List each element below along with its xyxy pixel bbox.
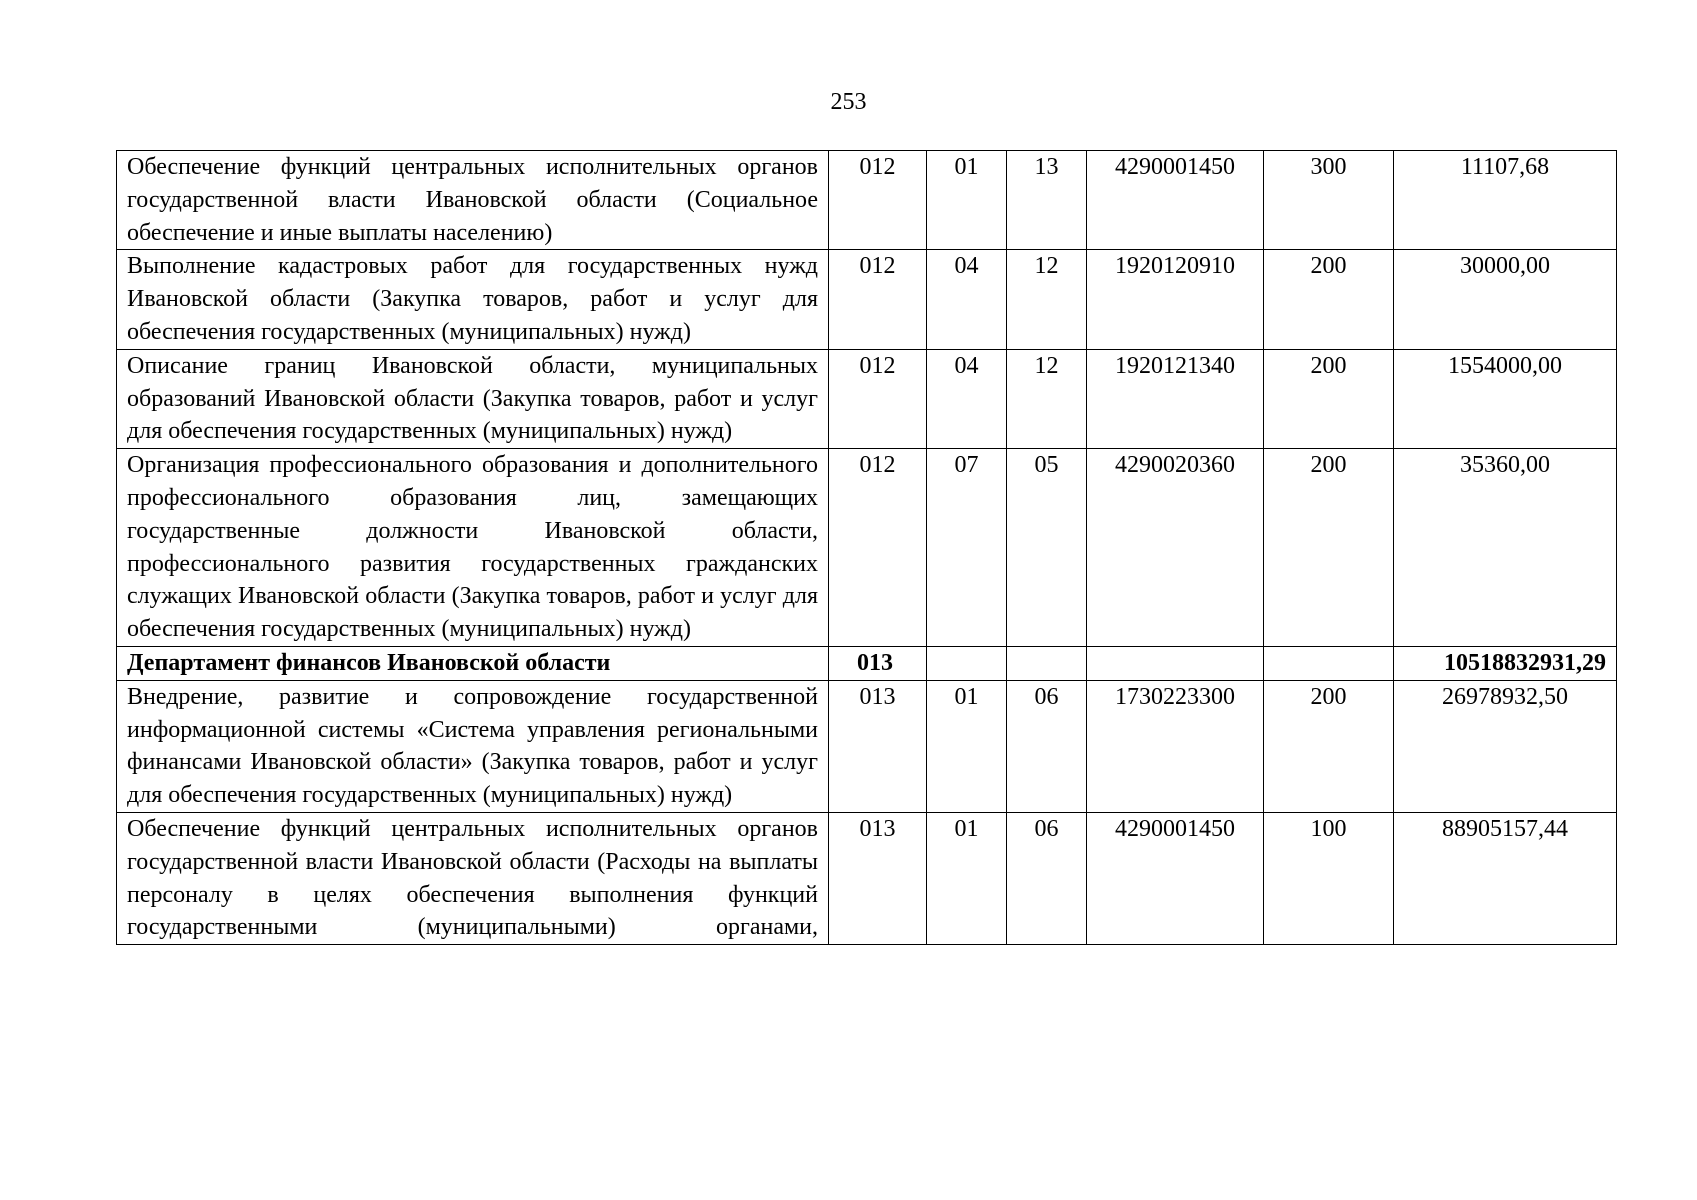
row-description: Организация профессионального образования и дополнительного профессионального образования лиц, замещающих государственные должности Ивановской области, профессионального развития государственных гражданских служащих Ивановской области (Закупка товаров, работ и услуг для обеспечения государственных (муниципальных) нужд) <box>117 449 829 647</box>
target-code: 1730223300 <box>1087 680 1264 812</box>
target-code <box>1087 646 1264 680</box>
table-row <box>117 812 1617 944</box>
target-code: 4290001450 <box>1087 812 1264 944</box>
row-description: Выполнение кадастровых работ для государственных нужд Ивановской области (Закупка товаров, работ и услуг для обеспечения государственных (муниципальных) нужд) <box>117 250 829 349</box>
section-code: 01 <box>927 812 1007 944</box>
table-row <box>117 349 1617 448</box>
expense-type-code: 200 <box>1264 680 1394 812</box>
ministry-code: 012 <box>829 151 927 250</box>
table-row <box>117 151 1617 250</box>
amount: 35360,00 <box>1394 449 1617 647</box>
section-code: 01 <box>927 680 1007 812</box>
amount: 30000,00 <box>1394 250 1617 349</box>
subsection-code <box>1007 646 1087 680</box>
section-code <box>927 646 1007 680</box>
ministry-code: 012 <box>829 250 927 349</box>
expense-type-code: 200 <box>1264 349 1394 448</box>
table-row <box>117 250 1617 349</box>
expense-type-code: 200 <box>1264 449 1394 647</box>
section-code: 01 <box>927 151 1007 250</box>
department-name: Департамент финансов Ивановской области <box>117 646 829 680</box>
row-description: Обеспечение функций центральных исполнительных органов государственной власти Ивановской области (Расходы на выплаты персоналу в целях обеспечения выполнения функций государственными (муниципальными) органами, <box>117 812 829 944</box>
department-header-row <box>117 646 1617 680</box>
section-code: 04 <box>927 349 1007 448</box>
target-code: 4290001450 <box>1087 151 1264 250</box>
subsection-code: 05 <box>1007 449 1087 647</box>
amount: 26978932,50 <box>1394 680 1617 812</box>
row-description: Обеспечение функций центральных исполнительных органов государственной власти Ивановской области (Социальное обеспечение и иные выплаты населению) <box>117 151 829 250</box>
amount: 88905157,44 <box>1394 812 1617 944</box>
subsection-code: 06 <box>1007 812 1087 944</box>
target-code: 1920120910 <box>1087 250 1264 349</box>
expense-type-code: 300 <box>1264 151 1394 250</box>
target-code: 4290020360 <box>1087 449 1264 647</box>
amount: 11107,68 <box>1394 151 1617 250</box>
section-code: 07 <box>927 449 1007 647</box>
amount: 10518832931,29 <box>1394 646 1617 680</box>
ministry-code: 012 <box>829 349 927 448</box>
expense-type-code: 100 <box>1264 812 1394 944</box>
expense-type-code <box>1264 646 1394 680</box>
table-row <box>117 680 1617 812</box>
subsection-code: 12 <box>1007 349 1087 448</box>
row-description: Описание границ Ивановской области, муниципальных образований Ивановской области (Закупка товаров, работ и услуг для обеспечения государственных (муниципальных) нужд) <box>117 349 829 448</box>
subsection-code: 12 <box>1007 250 1087 349</box>
target-code: 1920121340 <box>1087 349 1264 448</box>
subsection-code: 06 <box>1007 680 1087 812</box>
amount: 1554000,00 <box>1394 349 1617 448</box>
ministry-code: 013 <box>829 812 927 944</box>
budget-table <box>116 150 1617 945</box>
page-number: 253 <box>830 89 867 115</box>
ministry-code: 012 <box>829 449 927 647</box>
subsection-code: 13 <box>1007 151 1087 250</box>
expense-type-code: 200 <box>1264 250 1394 349</box>
row-description: Внедрение, развитие и сопровождение государственной информационной системы «Система управления региональными финансами Ивановской области» (Закупка товаров, работ и услуг для обеспечения государственных (муниципальных) нужд) <box>117 680 829 812</box>
ministry-code: 013 <box>829 646 927 680</box>
table-row <box>117 449 1617 647</box>
section-code: 04 <box>927 250 1007 349</box>
ministry-code: 013 <box>829 680 927 812</box>
